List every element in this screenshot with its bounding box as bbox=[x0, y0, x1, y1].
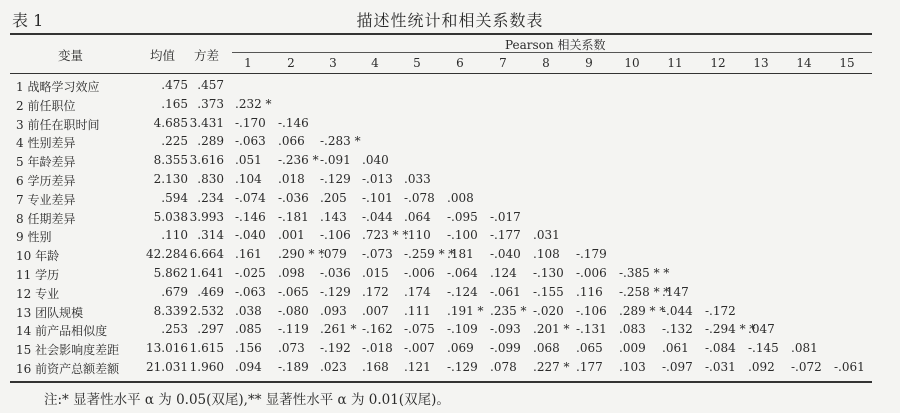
correlation-cell: .191 * bbox=[447, 303, 484, 318]
pearson-column-number: 15 bbox=[839, 56, 855, 70]
pearson-column-number: 12 bbox=[710, 56, 726, 70]
row-sd: .373 bbox=[197, 96, 224, 111]
row-mean: 5.862 bbox=[153, 265, 188, 280]
correlation-cell: .723 * * bbox=[362, 228, 409, 243]
table-row bbox=[0, 134, 900, 153]
correlation-cell: .108 bbox=[533, 247, 560, 262]
row-sd: .830 bbox=[197, 171, 224, 186]
correlation-cell: -.095 bbox=[447, 209, 478, 224]
row-sd: 1.641 bbox=[189, 265, 224, 280]
row-variable-name: 4 性别差异 bbox=[16, 136, 76, 151]
row-sd: 3.616 bbox=[189, 153, 224, 168]
correlation-cell: -.065 bbox=[278, 284, 309, 299]
correlation-cell: -.106 bbox=[576, 303, 607, 318]
correlation-cell: -.078 bbox=[404, 190, 435, 205]
correlation-cell: .079 bbox=[320, 247, 347, 262]
table-row bbox=[0, 266, 900, 285]
correlation-cell: .007 bbox=[362, 303, 389, 318]
row-sd: .469 bbox=[197, 284, 224, 299]
table-note: 注:* 显著性水平 α 为 0.05(双尾),** 显著性水平 α 为 0.01(双尾)。 bbox=[44, 392, 450, 408]
correlation-cell: .015 bbox=[362, 265, 389, 280]
table-row bbox=[0, 228, 900, 247]
correlation-cell: .177 bbox=[576, 359, 603, 374]
pearson-column-number: 7 bbox=[499, 56, 507, 70]
correlation-cell: .235 * bbox=[490, 303, 527, 318]
header-rule bbox=[10, 73, 872, 74]
correlation-cell: -.179 bbox=[576, 247, 607, 262]
correlation-cell: .290 * * bbox=[278, 247, 325, 262]
correlation-cell: -.145 bbox=[748, 341, 779, 356]
correlation-cell: .031 bbox=[533, 228, 560, 243]
correlation-cell: -.294 * * bbox=[705, 322, 756, 337]
correlation-cell: .068 bbox=[533, 341, 560, 356]
correlation-cell: -.170 bbox=[235, 115, 266, 130]
correlation-cell: .168 bbox=[362, 359, 389, 374]
correlation-cell: .094 bbox=[235, 359, 262, 374]
correlation-cell: -.080 bbox=[278, 303, 309, 318]
row-variable-name: 6 学历差异 bbox=[16, 173, 76, 188]
correlation-cell: -.189 bbox=[278, 359, 309, 374]
row-sd: 3.431 bbox=[189, 115, 224, 130]
table-label: 表 1 bbox=[12, 11, 44, 30]
pearson-column-number: 5 bbox=[413, 56, 421, 70]
correlation-cell: -.093 bbox=[490, 322, 521, 337]
correlation-cell: -.129 bbox=[447, 359, 478, 374]
row-variable-name: 16 前资产总额差额 bbox=[16, 361, 120, 376]
correlation-cell: -.036 bbox=[278, 190, 309, 205]
correlation-cell: .181 bbox=[447, 247, 474, 262]
correlation-cell: -.131 bbox=[576, 322, 607, 337]
correlation-cell: -.017 bbox=[490, 209, 521, 224]
correlation-cell: -.181 bbox=[278, 209, 309, 224]
row-mean: .253 bbox=[161, 322, 188, 337]
correlation-cell: -.259 * * bbox=[404, 247, 455, 262]
correlation-cell: .083 bbox=[619, 322, 646, 337]
correlation-cell: -.061 bbox=[834, 359, 865, 374]
correlation-cell: .143 bbox=[320, 209, 347, 224]
row-variable-name: 10 年龄 bbox=[16, 249, 60, 264]
row-sd: .457 bbox=[197, 78, 224, 92]
correlation-cell: .038 bbox=[235, 303, 262, 318]
correlation-cell: -.162 bbox=[362, 322, 393, 337]
pearson-column-number: 8 bbox=[542, 56, 550, 70]
pearson-column-number: 13 bbox=[753, 56, 769, 70]
correlation-cell: -.129 bbox=[320, 284, 351, 299]
row-mean: 5.038 bbox=[153, 209, 188, 224]
table-row bbox=[0, 116, 900, 135]
pearson-column-number: 4 bbox=[371, 56, 379, 70]
correlation-cell: -.258 * * bbox=[619, 284, 670, 299]
correlation-cell: .156 bbox=[235, 341, 262, 356]
correlation-cell: .161 bbox=[235, 247, 262, 262]
table-row bbox=[0, 191, 900, 210]
pearson-column-number: 2 bbox=[287, 56, 295, 70]
table-row bbox=[0, 304, 900, 323]
row-sd: .297 bbox=[197, 322, 224, 337]
correlation-cell: -.018 bbox=[362, 341, 393, 356]
row-variable-name: 11 学历 bbox=[16, 267, 60, 282]
correlation-cell: -.172 bbox=[705, 303, 736, 318]
correlation-cell: -.177 bbox=[490, 228, 521, 243]
correlation-cell: -.013 bbox=[362, 171, 393, 186]
correlation-cell: -.192 bbox=[320, 341, 351, 356]
correlation-cell: .073 bbox=[278, 341, 305, 356]
correlation-cell: -.097 bbox=[662, 359, 693, 374]
correlation-cell: -.091 bbox=[320, 153, 351, 168]
bottom-rule bbox=[10, 381, 872, 383]
correlation-cell: -.155 bbox=[533, 284, 564, 299]
correlation-cell: -.007 bbox=[404, 341, 435, 356]
correlation-cell: -.084 bbox=[705, 341, 736, 356]
correlation-cell: -.236 * bbox=[278, 153, 319, 168]
correlation-cell: .104 bbox=[235, 171, 262, 186]
row-variable-name: 3 前任在职时间 bbox=[16, 117, 100, 132]
pearson-column-number: 10 bbox=[624, 56, 640, 70]
correlation-cell: -.101 bbox=[362, 190, 393, 205]
row-sd: .234 bbox=[197, 190, 224, 205]
correlation-cell: -.073 bbox=[362, 247, 393, 262]
row-sd: 2.532 bbox=[189, 303, 224, 318]
correlation-cell: -.061 bbox=[490, 284, 521, 299]
correlation-cell: -.129 bbox=[320, 171, 351, 186]
correlation-cell: .121 bbox=[404, 359, 431, 374]
correlation-cell: -.044 bbox=[662, 303, 693, 318]
correlation-cell: .001 bbox=[278, 228, 305, 243]
correlation-cell: .116 bbox=[576, 284, 603, 299]
row-mean: 42.284 bbox=[146, 247, 188, 262]
row-mean: .679 bbox=[161, 284, 188, 299]
row-mean: .594 bbox=[161, 190, 188, 205]
correlation-cell: -.006 bbox=[404, 265, 435, 280]
pearson-column-number: 14 bbox=[796, 56, 812, 70]
correlation-cell: .147 bbox=[662, 284, 689, 299]
row-mean: .225 bbox=[161, 134, 188, 149]
correlation-cell: -.146 bbox=[235, 209, 266, 224]
correlation-cell: .098 bbox=[278, 265, 305, 280]
row-sd: .314 bbox=[197, 228, 224, 243]
correlation-cell: .051 bbox=[235, 153, 262, 168]
row-variable-name: 1 战略学习效应 bbox=[16, 80, 100, 94]
correlation-cell: .064 bbox=[404, 209, 431, 224]
correlation-cell: -.385 * * bbox=[619, 265, 670, 280]
table-row bbox=[0, 172, 900, 191]
correlation-cell: -.074 bbox=[235, 190, 266, 205]
correlation-cell: .103 bbox=[619, 359, 646, 374]
row-mean: 21.031 bbox=[146, 359, 188, 374]
table-row bbox=[0, 341, 900, 360]
correlation-cell: -.283 * bbox=[320, 134, 361, 149]
correlation-cell: -.063 bbox=[235, 284, 266, 299]
row-sd: 6.664 bbox=[189, 247, 224, 262]
table-title: 描述性统计和相关系数表 bbox=[356, 11, 544, 30]
correlation-cell: -.109 bbox=[447, 322, 478, 337]
correlation-cell: .085 bbox=[235, 322, 262, 337]
row-variable-name: 2 前任职位 bbox=[16, 98, 76, 113]
pearson-column-number: 3 bbox=[329, 56, 337, 70]
correlation-cell: .040 bbox=[362, 153, 389, 168]
correlation-cell: -.119 bbox=[278, 322, 309, 337]
correlation-cell: .081 bbox=[791, 341, 818, 356]
correlation-cell: .124 bbox=[490, 265, 517, 280]
header-variable: 变量 bbox=[58, 48, 84, 63]
header-pearson: Pearson 相关系数 bbox=[505, 38, 606, 52]
row-sd: 3.993 bbox=[189, 209, 224, 224]
top-rule bbox=[10, 33, 872, 35]
correlation-cell: .066 bbox=[278, 134, 305, 149]
table-row bbox=[0, 285, 900, 304]
pearson-column-number: 1 bbox=[244, 56, 252, 70]
row-variable-name: 14 前产品相似度 bbox=[16, 324, 108, 339]
correlation-cell: -.044 bbox=[362, 209, 393, 224]
correlation-cell: .065 bbox=[576, 341, 603, 356]
header-sd: 方差 bbox=[194, 48, 220, 63]
correlation-cell: .092 bbox=[748, 359, 775, 374]
correlation-cell: .008 bbox=[447, 190, 474, 205]
correlation-cell: .061 bbox=[662, 341, 689, 356]
row-variable-name: 15 社会影响度差距 bbox=[16, 343, 120, 358]
correlation-cell: -.132 bbox=[662, 322, 693, 337]
row-variable-name: 7 专业差异 bbox=[16, 192, 76, 207]
correlation-cell: .172 bbox=[362, 284, 389, 299]
row-sd: .289 bbox=[197, 134, 224, 149]
table-row bbox=[0, 210, 900, 229]
row-mean: .475 bbox=[161, 78, 188, 92]
header-mean: 均值 bbox=[150, 48, 176, 63]
correlation-cell: -.099 bbox=[490, 341, 521, 356]
table-row bbox=[0, 360, 900, 379]
row-mean: .110 bbox=[161, 228, 188, 243]
correlation-cell: -.040 bbox=[490, 247, 521, 262]
correlation-cell: -.075 bbox=[404, 322, 435, 337]
row-mean: 8.339 bbox=[153, 303, 188, 318]
correlation-cell: .174 bbox=[404, 284, 431, 299]
correlation-cell: -.064 bbox=[447, 265, 478, 280]
pearson-column-number: 9 bbox=[585, 56, 593, 70]
correlation-cell: -.106 bbox=[320, 228, 351, 243]
pearson-column-number: 6 bbox=[456, 56, 464, 70]
pearson-column-number: 11 bbox=[667, 56, 683, 70]
correlation-cell: -.006 bbox=[576, 265, 607, 280]
pearson-column-numbers bbox=[0, 56, 900, 72]
row-variable-name: 12 专业 bbox=[16, 286, 60, 301]
row-mean: 13.016 bbox=[146, 341, 188, 356]
correlation-cell: -.100 bbox=[447, 228, 478, 243]
correlation-cell: .047 bbox=[748, 322, 775, 337]
correlation-cell: .078 bbox=[490, 359, 517, 374]
table-row bbox=[0, 78, 900, 97]
row-sd: 1.615 bbox=[189, 341, 224, 356]
row-mean: 8.355 bbox=[153, 153, 188, 168]
correlation-cell: .232 * bbox=[235, 96, 272, 111]
correlation-cell: -.146 bbox=[278, 115, 309, 130]
table-row bbox=[0, 247, 900, 266]
correlation-cell: .018 bbox=[278, 171, 305, 186]
correlation-cell: -.036 bbox=[320, 265, 351, 280]
row-variable-name: 13 团队规模 bbox=[16, 305, 84, 320]
row-mean: 4.685 bbox=[153, 115, 188, 130]
correlation-cell: .009 bbox=[619, 341, 646, 356]
correlation-cell: -.130 bbox=[533, 265, 564, 280]
row-variable-name: 5 年龄差异 bbox=[16, 155, 76, 170]
correlation-cell: -.063 bbox=[235, 134, 266, 149]
correlation-cell: .033 bbox=[404, 171, 431, 186]
row-mean: .165 bbox=[161, 96, 188, 111]
correlation-cell: .023 bbox=[320, 359, 347, 374]
correlation-cell: -.025 bbox=[235, 265, 266, 280]
correlation-cell: -.020 bbox=[533, 303, 564, 318]
row-variable-name: 9 性别 bbox=[16, 230, 52, 245]
correlation-cell: .093 bbox=[320, 303, 347, 318]
correlation-cell: -.072 bbox=[791, 359, 822, 374]
correlation-cell: .110 bbox=[404, 228, 431, 243]
correlation-cell: .205 bbox=[320, 190, 347, 205]
correlation-cell: .261 * bbox=[320, 322, 357, 337]
table-row bbox=[0, 153, 900, 172]
correlation-cell: -.031 bbox=[705, 359, 736, 374]
correlation-cell: .289 * * bbox=[619, 303, 666, 318]
correlation-cell: -.040 bbox=[235, 228, 266, 243]
correlation-cell: -.124 bbox=[447, 284, 478, 299]
table-row bbox=[0, 322, 900, 341]
table-body bbox=[0, 78, 900, 379]
row-sd: 1.960 bbox=[189, 359, 224, 374]
row-mean: 2.130 bbox=[153, 171, 188, 186]
correlation-cell: .111 bbox=[404, 303, 431, 318]
title-row bbox=[0, 6, 900, 32]
correlation-cell: .069 bbox=[447, 341, 474, 356]
row-variable-name: 8 任期差异 bbox=[16, 211, 76, 226]
correlation-cell: .201 * bbox=[533, 322, 570, 337]
correlation-cell: .227 * bbox=[533, 359, 570, 374]
table-row bbox=[0, 97, 900, 116]
